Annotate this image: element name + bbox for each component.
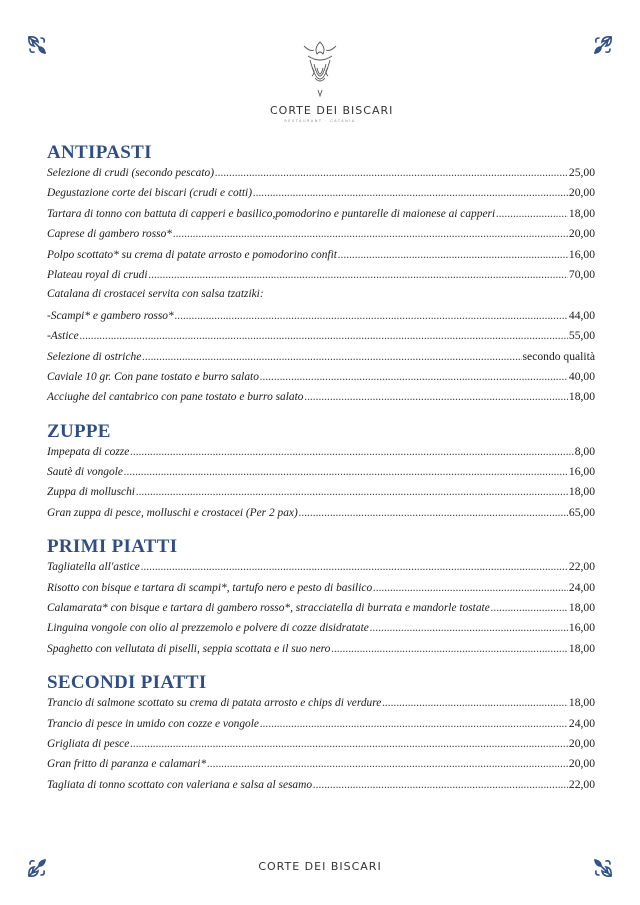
dot-leader	[141, 561, 568, 573]
menu-item	[47, 696, 595, 716]
menu-item	[47, 778, 595, 798]
menu-item	[47, 560, 595, 580]
menu-item-name: Linguina vongole con olio al prezzemolo e polvere di cozze disidratate	[47, 622, 369, 635]
menu-item-price: 20,00	[568, 186, 595, 200]
menu-item-name: Selezione di crudi (secondo pescato)	[47, 167, 215, 179]
menu-item	[47, 465, 595, 485]
dot-leader	[142, 351, 521, 363]
menu-item-price: 44,00	[568, 308, 595, 322]
menu-item-price: 20,00	[568, 757, 595, 771]
menu-item-price: 16,00	[568, 621, 595, 635]
menu-item	[47, 370, 595, 390]
menu-list	[47, 142, 595, 808]
dot-leader	[260, 718, 568, 730]
menu-item-price: 8,00	[574, 444, 595, 458]
restaurant-logo	[270, 38, 394, 134]
menu-item-name: -Astice	[47, 330, 79, 343]
menu-section	[47, 536, 595, 662]
dot-leader	[80, 330, 568, 342]
menu-item-name: Tartara di tonno con battuta di capperi e basilico,pomodorino e puntarelle di maionese ai capperi	[47, 207, 496, 220]
footer-name: CORTE DEI BISCARI	[258, 860, 382, 873]
logo-subtitle: RESTAURANT · CATANIA	[284, 119, 356, 123]
menu-item-price: 16,00	[568, 465, 595, 479]
menu-item-price: 18,00	[568, 641, 595, 655]
dot-leader	[207, 758, 568, 770]
menu-item	[47, 268, 595, 288]
menu-section	[47, 142, 595, 411]
menu-item-name: Degustazione corte dei biscari (crudi e cotti)	[47, 187, 252, 200]
menu-item-name: Caprese di gambero rosso*	[47, 228, 172, 241]
menu-item-price: 22,00	[568, 777, 595, 791]
menu-item	[47, 166, 595, 186]
menu-item	[47, 717, 595, 737]
menu-item-price: 18,00	[568, 485, 595, 499]
menu-item-name: Gran zuppa di pesce, molluschi e crostacei (Per 2 pax)	[47, 506, 298, 519]
section-title: SECONDI PIATTI	[47, 672, 207, 694]
dot-leader	[130, 738, 568, 750]
menu-section	[47, 421, 595, 527]
menu-item	[47, 248, 595, 268]
logo-name: CORTE DEI BISCARI	[270, 104, 394, 117]
menu-item-price: 16,00	[568, 247, 595, 261]
menu-item-price: 25,00	[568, 166, 595, 179]
menu-item	[47, 621, 595, 641]
menu-item	[47, 227, 595, 247]
menu-item	[47, 485, 595, 505]
menu-item-price: 55,00	[568, 329, 595, 343]
menu-item-name: Caviale 10 gr. Con pane tostato e burro salato	[47, 370, 259, 383]
dot-leader	[331, 643, 568, 655]
menu-section	[47, 672, 595, 798]
menu-item-price: 20,00	[568, 227, 595, 241]
menu-item-price: 24,00	[568, 716, 595, 730]
menu-item-name: Catalana di crostacei servita con salsa tzatziki:	[47, 288, 264, 301]
dot-leader	[124, 466, 568, 478]
menu-item	[47, 329, 595, 349]
menu-item-name: Acciughe del cantabrico con pane tostato e burro salato	[47, 391, 304, 404]
menu-item	[47, 207, 595, 227]
dot-leader	[260, 371, 568, 383]
menu-item-name: Trancio di salmone scottato su crema di patata arrosto e chips di verdure	[47, 697, 382, 710]
menu-item	[47, 642, 595, 662]
menu-item-name: Selezione di ostriche	[47, 350, 142, 363]
dot-leader	[338, 249, 568, 261]
dot-leader	[304, 391, 567, 403]
menu-item-price: 24,00	[568, 580, 595, 594]
dot-leader	[136, 486, 568, 498]
crest-logo-icon	[290, 38, 350, 100]
menu-item-name: Tagliatella all'astice	[47, 561, 140, 574]
menu-item	[47, 506, 595, 526]
dot-leader	[253, 187, 568, 199]
section-title: PRIMI PIATTI	[47, 536, 178, 558]
menu-item	[47, 737, 595, 757]
menu-item	[47, 445, 595, 465]
dot-leader	[496, 208, 568, 220]
menu-item-name: -Scampi* e gambero rosso*	[47, 309, 174, 322]
section-title: ZUPPE	[47, 420, 111, 442]
menu-item-name: Risotto con bisque e tartara di scampi*, tartufo nero e pesto di basilico	[47, 581, 373, 594]
dot-leader	[175, 310, 568, 322]
dot-leader	[382, 697, 568, 709]
dot-leader	[491, 602, 568, 614]
dot-leader	[370, 622, 568, 634]
menu-item-price: 40,00	[568, 369, 595, 383]
corner-ornament-icon	[26, 34, 48, 56]
menu-item-name: Gran fritto di paranza e calamari*	[47, 758, 207, 771]
menu-item-name: Grigliata di pesce	[47, 737, 130, 750]
menu-item-price: 18,00	[568, 696, 595, 710]
menu-item-price: 20,00	[568, 736, 595, 750]
dot-leader	[299, 507, 568, 519]
menu-item	[47, 601, 595, 621]
menu-item-name: Trancio di pesce in umido con cozze e vongole	[47, 717, 259, 730]
menu-item	[47, 309, 595, 329]
menu-item-name: Calamarata* con bisque e tartara di gambero rosso*, stracciatella di burrata e mandorle tostate	[47, 602, 490, 615]
menu-item-price: 18,00	[568, 390, 595, 404]
corner-ornament-icon	[592, 34, 614, 56]
menu-item-name: Polpo scottato* su crema di patate arrosto e pomodorino confit	[47, 248, 337, 261]
menu-item	[47, 581, 595, 601]
menu-item-name: Spaghetto con vellutata di piselli, seppia scottata e il suo nero	[47, 642, 331, 655]
dot-leader	[130, 446, 573, 458]
dot-leader	[313, 779, 568, 791]
menu-item-price: 18,00	[568, 601, 595, 615]
menu-item-price: 22,00	[568, 560, 595, 574]
menu-item	[47, 350, 595, 370]
dot-leader	[215, 167, 568, 179]
section-title: ANTIPASTI	[47, 142, 152, 163]
menu-item-price: 70,00	[568, 267, 595, 281]
dot-leader	[173, 228, 568, 240]
menu-item	[47, 757, 595, 777]
menu-item	[47, 186, 595, 206]
menu-item	[47, 390, 595, 410]
dot-leader	[149, 269, 568, 281]
menu-item-name: Zuppa di molluschi	[47, 486, 135, 499]
menu-item-name: Tagliata di tonno scottato con valeriana e salsa al sesamo	[47, 778, 313, 791]
menu-item-name: Impepata di cozze	[47, 445, 130, 458]
menu-item-name: Plateau royal di crudi	[47, 268, 148, 281]
dot-leader	[373, 582, 568, 594]
menu-item-price: 18,00	[568, 206, 595, 220]
menu-item-name: Sautè di vongole	[47, 466, 123, 479]
menu-item-price: 65,00	[568, 505, 595, 519]
menu-item	[47, 288, 595, 308]
menu-item-price: secondo qualità	[522, 349, 595, 363]
